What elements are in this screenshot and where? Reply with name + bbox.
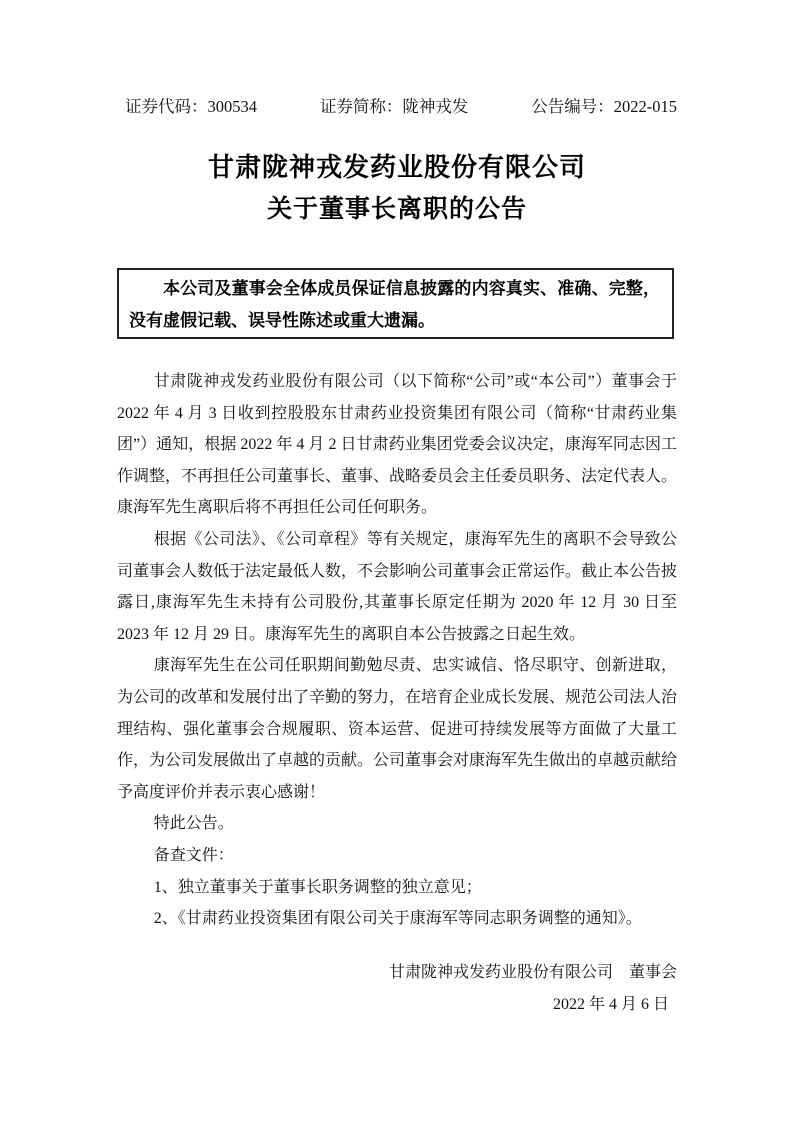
signature-block [117,957,677,1020]
title-block [117,147,677,231]
para-reference-docs-label: 备查文件： [153,846,234,864]
stock-short-name: 证券简称：陇神戎发 [319,97,469,116]
company-name-title: 甘肃陇神戎发药业股份有限公司 [207,153,586,182]
disclosure-statement-box [117,268,674,339]
announcement-title: 关于董事长离职的公告 [266,196,527,223]
para-hereby-announced: 特此公告。 [153,815,234,833]
para-resignation-notice: 甘肃陇神戎发药业股份有限公司（以下简称“公司”或“本公司”）董事会于 2022 年 4 月 3 日收到控股股东甘肃药业投资集团有限公司（简称“甘肃药业集团”）通知，根据 2022 年 4 月 2 日甘肃药业集团党委会议决定，康海军同志因工作调整，不再担任公司董事长、董事、战略委员会主任委员职务、法定代表人。康海军先生离职后将不再担任公司任何职务。 [117,373,678,517]
reference-item-2: 2、《甘肃药业投资集团有限公司关于康海军等同志职务调整的通知》。 [153,910,642,928]
signature-company: 甘肃陇神戎发药业股份有限公司 董事会 [388,964,677,981]
announcement-number: 公告编号：2022-015 [531,97,677,116]
signature-date: 2022 年 4 月 6 日 [552,995,669,1013]
reference-item-1: 1、独立董事关于董事长职务调整的独立意见； [153,878,482,896]
stock-code: 证券代码：300534 [125,97,257,116]
document-body [117,366,677,935]
document-header [117,96,677,118]
disclosure-statement-text: 本公司及董事会全体成员保证信息披露的内容真实、准确、完整，没有虚假记载、误导性陈述或重大遗漏。 [129,279,660,330]
para-board-impact: 根据《公司法》、《公司章程》等有关规定，康海军先生的离职不会导致公司董事会人数低于法定最低人数，不会影响公司董事会正常运作。截止本公告披露日,康海军先生未持有公司股份,其董事长原定任期为 2020 年 12 月 30 日至 2023 年 12 月 29 日。康海军先生的离职自本公告披露之日起生效。 [117,530,678,643]
para-appreciation: 康海军先生在公司任职期间勤勉尽责、忠实诚信、恪尽职守、创新进取，为公司的改革和发展付出了辛勤的努力，在培育企业成长发展、规范公司法人治理结构、强化董事会合规履职、资本运营、促进可持续发展等方面做了大量工作，为公司发展做出了卓越的贡献。公司董事会对康海军先生做出的卓越贡献给予高度评价并表示衷心感谢！ [117,657,678,801]
